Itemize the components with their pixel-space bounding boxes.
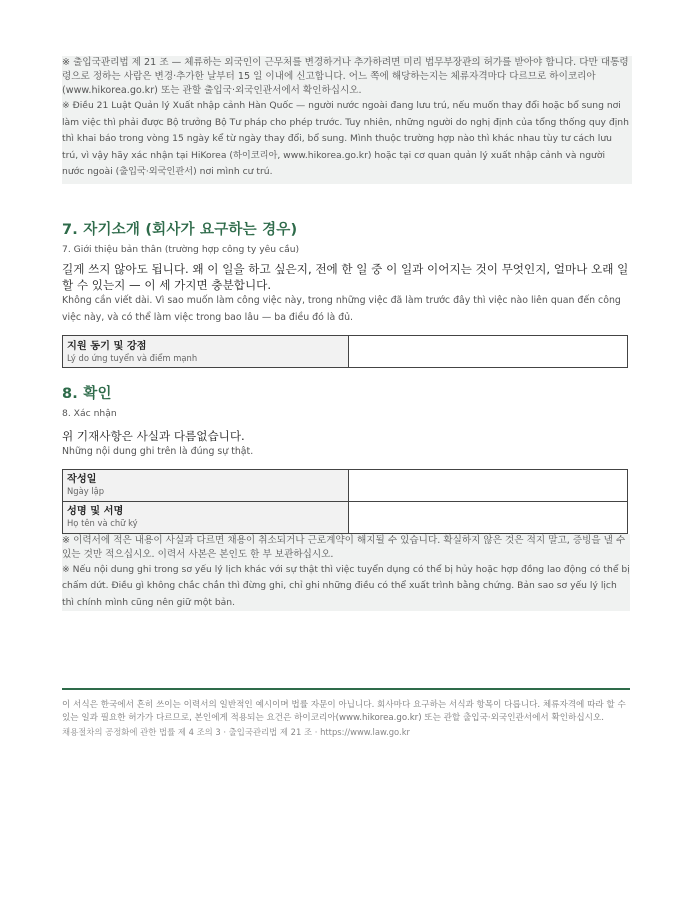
- section-self-introduction: [62, 218, 630, 368]
- accuracy-warning-note: [62, 534, 630, 612]
- motivation-label-vietnamese: Lý do ứng tuyển và điểm mạnh: [67, 352, 198, 363]
- section-7-title: 7. 자기소개 (회사가 요구하는 경우): [62, 222, 298, 238]
- table-row: [63, 336, 628, 368]
- table-row: [63, 501, 628, 533]
- date-label-cell: [63, 469, 349, 501]
- date-label-korean: 작성일: [67, 474, 97, 485]
- confirmation-table: [62, 469, 628, 534]
- section-confirmation: [62, 382, 630, 611]
- signature-label-korean: 성명 및 서명: [67, 506, 124, 517]
- section-8-statement-vietnamese: Những nội dung ghi trên là đúng sự thật.: [62, 446, 254, 457]
- section-7-subtitle: 7. Giới thiệu bản thân (trường hợp công ty yêu cầu): [62, 244, 300, 255]
- table-row: [63, 469, 628, 501]
- signature-label-cell: [63, 501, 349, 533]
- page-footer: [62, 688, 630, 738]
- motivation-input-cell[interactable]: [349, 336, 628, 368]
- section-7-guidance-korean: 길게 쓰지 않아도 됩니다. 왜 이 일을 하고 싶은지, 전에 한 일 중 이 일과 이어지는 것이 무엇인지, 얼마나 오래 일할 수 있는지 — 이 세 가지면 충분합니다.: [62, 262, 629, 292]
- section-8-statement-korean: 위 기재사항은 사실과 다름없습니다.: [62, 429, 245, 443]
- signature-label-vietnamese: Họ tên và chữ ký: [67, 518, 138, 528]
- accuracy-note-korean: ※ 이력서에 적은 내용이 사실과 다르면 채용이 취소되거나 근로계약이 해지될 수 있습니다. 확실하지 않은 것은 적지 말고, 증빙을 낼 수 있는 것만 적으십시오. 이력서 사본은 본인도 한 부 보관하십시오.: [62, 534, 626, 560]
- section-8-subtitle: 8. Xác nhận: [62, 408, 117, 419]
- date-label-vietnamese: Ngày lập: [67, 486, 105, 496]
- motivation-label-cell: [63, 336, 349, 368]
- motivation-table: [62, 335, 628, 368]
- motivation-label-korean: 지원 동기 및 강점: [67, 340, 147, 352]
- footer-disclaimer: 이 서식은 한국에서 흔히 쓰이는 이력서의 일반적인 예시이며 법률 자문이 아닙니다. 회사마다 요구하는 서식과 항목이 다릅니다. 체류자격에 따라 할 수 있는 일과 필요한 허가가 다르므로, 본인에게 적용되는 요건은 하이코리아(www.hikorea.go.kr) 또는 관할 출입국·외국인관서에서 확인하십시오.: [62, 700, 626, 723]
- residence-note-vietnamese: ※ Điều 21 Luật Quản lý Xuất nhập cảnh Hàn Quốc — người nước ngoài đang lưu trú, nếu muốn thay đổi hoặc bổ sung nơi làm việc thì phải được Bộ trưởng Bộ Tư pháp cho phép trước. Tuy nhiên, những người do nghị định của tổng thống quy định thì khai báo trong vòng 15 ngày kể từ ngày thay đổi, bổ sung. Mình thuộc trường hợp nào thì khác nhau tùy tư cách lưu trú, vì vậy hãy xác nhận tại HiKorea (하이코리아, www.hikorea.go.kr) hoặc tại cơ quan quản lý xuất nhập cảnh và người nước ngoài (출입국·외국인관서) nơi mình cư trú.: [62, 100, 629, 177]
- residence-note-korean: ※ 출입국관리법 제 21 조 — 체류하는 외국인이 근무처를 변경하거나 추가하려면 미리 법무부장관의 허가를 받아야 합니다. 다만 대통령령으로 정하는 사람은 변경·추가한 날부터 15 일 이내에 신고합니다. 어느 쪽에 해당하는지는 체류자격마다 다르므로 하이코리아(www.hikorea.go.kr) 또는 관할 출입국·외국인관서에서 확인하십시오.: [62, 57, 629, 96]
- signature-input-cell[interactable]: [349, 501, 628, 533]
- section-8-title: 8. 확인: [62, 386, 112, 402]
- footer-legal-sources: 채용절차의 공정화에 관한 법률 제 4 조의 3 · 출입국관리법 제 21 조 · https://www.law.go.kr: [62, 727, 410, 737]
- section-7-guidance-vietnamese: Không cần viết dài. Vì sao muốn làm công việc này, trong những việc đã làm trước đây thì việc nào liên quan đến công việc này, và có thể làm việc trong bao lâu — ba điều đó là đủ.: [62, 295, 621, 323]
- residence-permit-note: [62, 56, 632, 184]
- accuracy-note-vietnamese: ※ Nếu nội dung ghi trong sơ yếu lý lịch khác với sự thật thì việc tuyển dụng có thể bị hủy hoặc hợp đồng lao động có thể bị chấm dứt. Điều gì không chắc chắn thì đừng ghi, chỉ ghi những điều có thể xuất trình bằng chứng. Bản sao sơ yếu lý lịch thì chính mình cũng nên giữ một bản.: [62, 563, 630, 608]
- date-input-cell[interactable]: [349, 469, 628, 501]
